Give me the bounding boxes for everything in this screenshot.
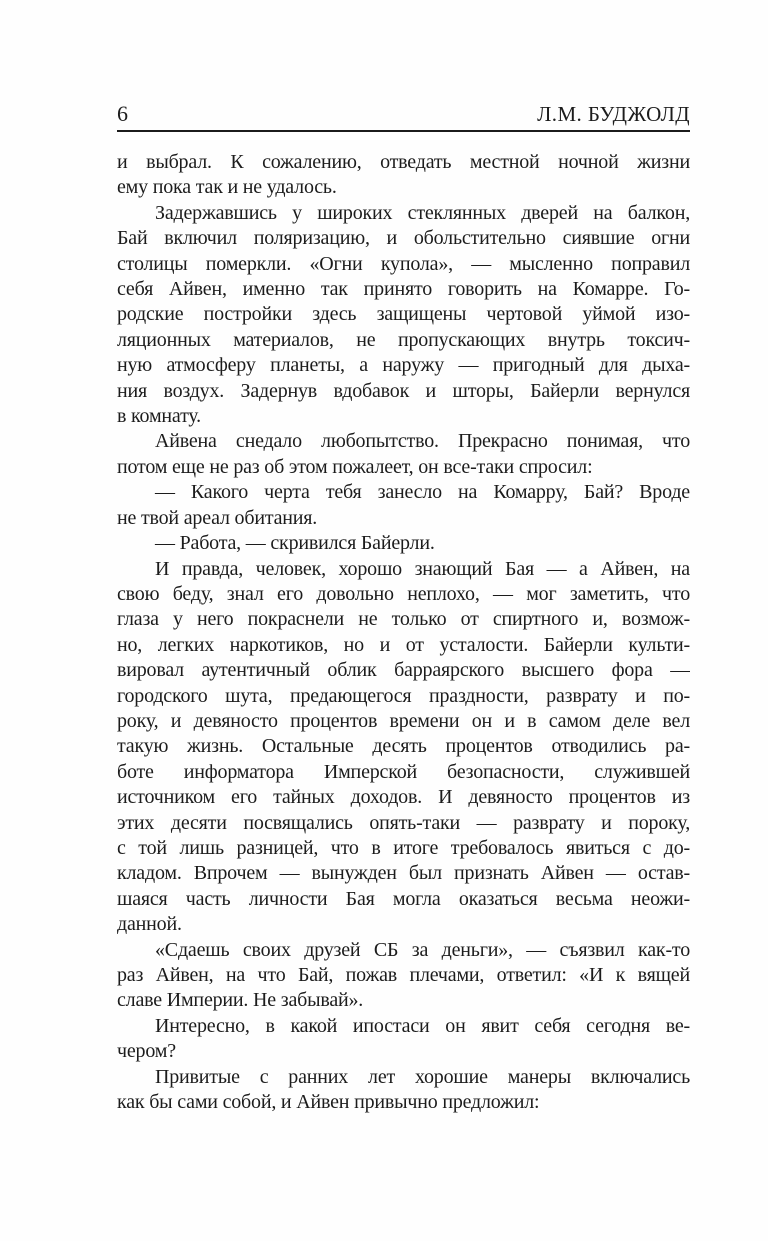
text-line: не твой ареал обитания. [117, 506, 318, 529]
text-line: и выбрал. К сожалению, отведать местной ночной жизни [117, 151, 690, 173]
text-line: шаяся часть личности Бая могла оказаться весьма неожи- [117, 887, 690, 910]
paragraph [117, 150, 690, 201]
text-line: Интересно, в какой ипостаси он явит себя сегодня ве- [155, 1014, 690, 1037]
header-rule [117, 130, 690, 132]
text-line: раз Айвен, на что Бай, пожав плечами, ответил: «И к вящей [117, 964, 690, 986]
text-line: Задержавшись у широких стеклянных дверей на балкон, [155, 201, 690, 224]
paragraph [117, 480, 690, 531]
text-line: славе Империи. Не забывай». [117, 989, 364, 1012]
text-line: року, и девяносто процентов времени он и в самом деле вел [117, 709, 690, 732]
paragraph [117, 1065, 690, 1116]
text-line: — Работа, — скривился Байерли. [155, 532, 435, 555]
running-head: Л.М. БУДЖОЛД [537, 102, 690, 126]
text-line: столицы померкли. «Огни купола», — мысленно поправил [117, 252, 690, 275]
text-line: боте информатора Имперской безопасности, служившей [117, 760, 690, 783]
paragraph [117, 429, 690, 480]
text-line: вировал аутентичный облик барраярского высшего фора — [117, 659, 690, 682]
text-block [117, 150, 690, 1115]
text-line: потом еще не раз об этом пожалеет, он все-таки спросил: [117, 455, 593, 478]
text-line: но, легких наркотиков, но и от усталости. Байерли культи- [117, 633, 690, 656]
text-line: себя Айвен, именно так принято говорить на Комарре. Го- [117, 278, 690, 301]
text-line: чером? [117, 1040, 176, 1063]
text-line: ему пока так и не удалось. [117, 176, 337, 199]
text-line: кладом. Впрочем — вынужден был признать Айвен — остав- [117, 862, 690, 885]
text-line: городского шута, предающегося праздности, разврату и по- [117, 684, 690, 707]
text-line: ния воздух. Задернув вдобавок и шторы, Байерли вернулся [117, 379, 690, 402]
paragraph [117, 557, 690, 938]
text-line: этих десяти посвящались опять-таки — разврату и пороку, [117, 811, 690, 834]
text-line: свою беду, знал его довольно неплохо, — мог заметить, что [117, 582, 690, 605]
text-line: данной. [117, 913, 182, 936]
paragraph [117, 1014, 690, 1065]
text-line: как бы сами собой, и Айвен привычно предложил: [117, 1091, 540, 1114]
paragraph [117, 938, 690, 1014]
text-line: источником его тайных доходов. И девяносто процентов из [117, 786, 690, 809]
text-line: в комнату. [117, 405, 201, 428]
text-line: И правда, человек, хорошо знающий Бая — а Айвен, на [155, 557, 690, 580]
text-line: Привитые с ранних лет хорошие манеры включались [155, 1065, 690, 1088]
paragraph [117, 201, 690, 430]
text-line: Бай включил поляризацию, и обольстительно сиявшие огни [117, 227, 690, 250]
text-line: глаза у него покраснели не только от спиртного и, возмож- [117, 608, 690, 631]
text-line: такую жизнь. Остальные десять процентов отводились ра- [117, 735, 690, 758]
page-number: 6 [117, 101, 129, 126]
page-header [117, 102, 690, 126]
text-line: ную атмосферу планеты, а наружу — пригодный для дыха- [117, 354, 690, 377]
text-line: Айвена снедало любопытство. Прекрасно понимая, что [155, 430, 690, 453]
text-line: — Какого черта тебя занесло на Комарру, Бай? Вроде [155, 481, 690, 504]
paragraph [117, 531, 690, 556]
text-line: родские постройки здесь защищены чертовой уймой изо- [117, 303, 690, 326]
text-line: ляционных материалов, не пропускающих внутрь токсич- [117, 328, 690, 351]
text-line: с той лишь разницей, что в итоге требовалось явиться с до- [117, 836, 690, 859]
text-line: «Сдаешь своих друзей СБ за деньги», — съязвил как-то [155, 938, 690, 961]
